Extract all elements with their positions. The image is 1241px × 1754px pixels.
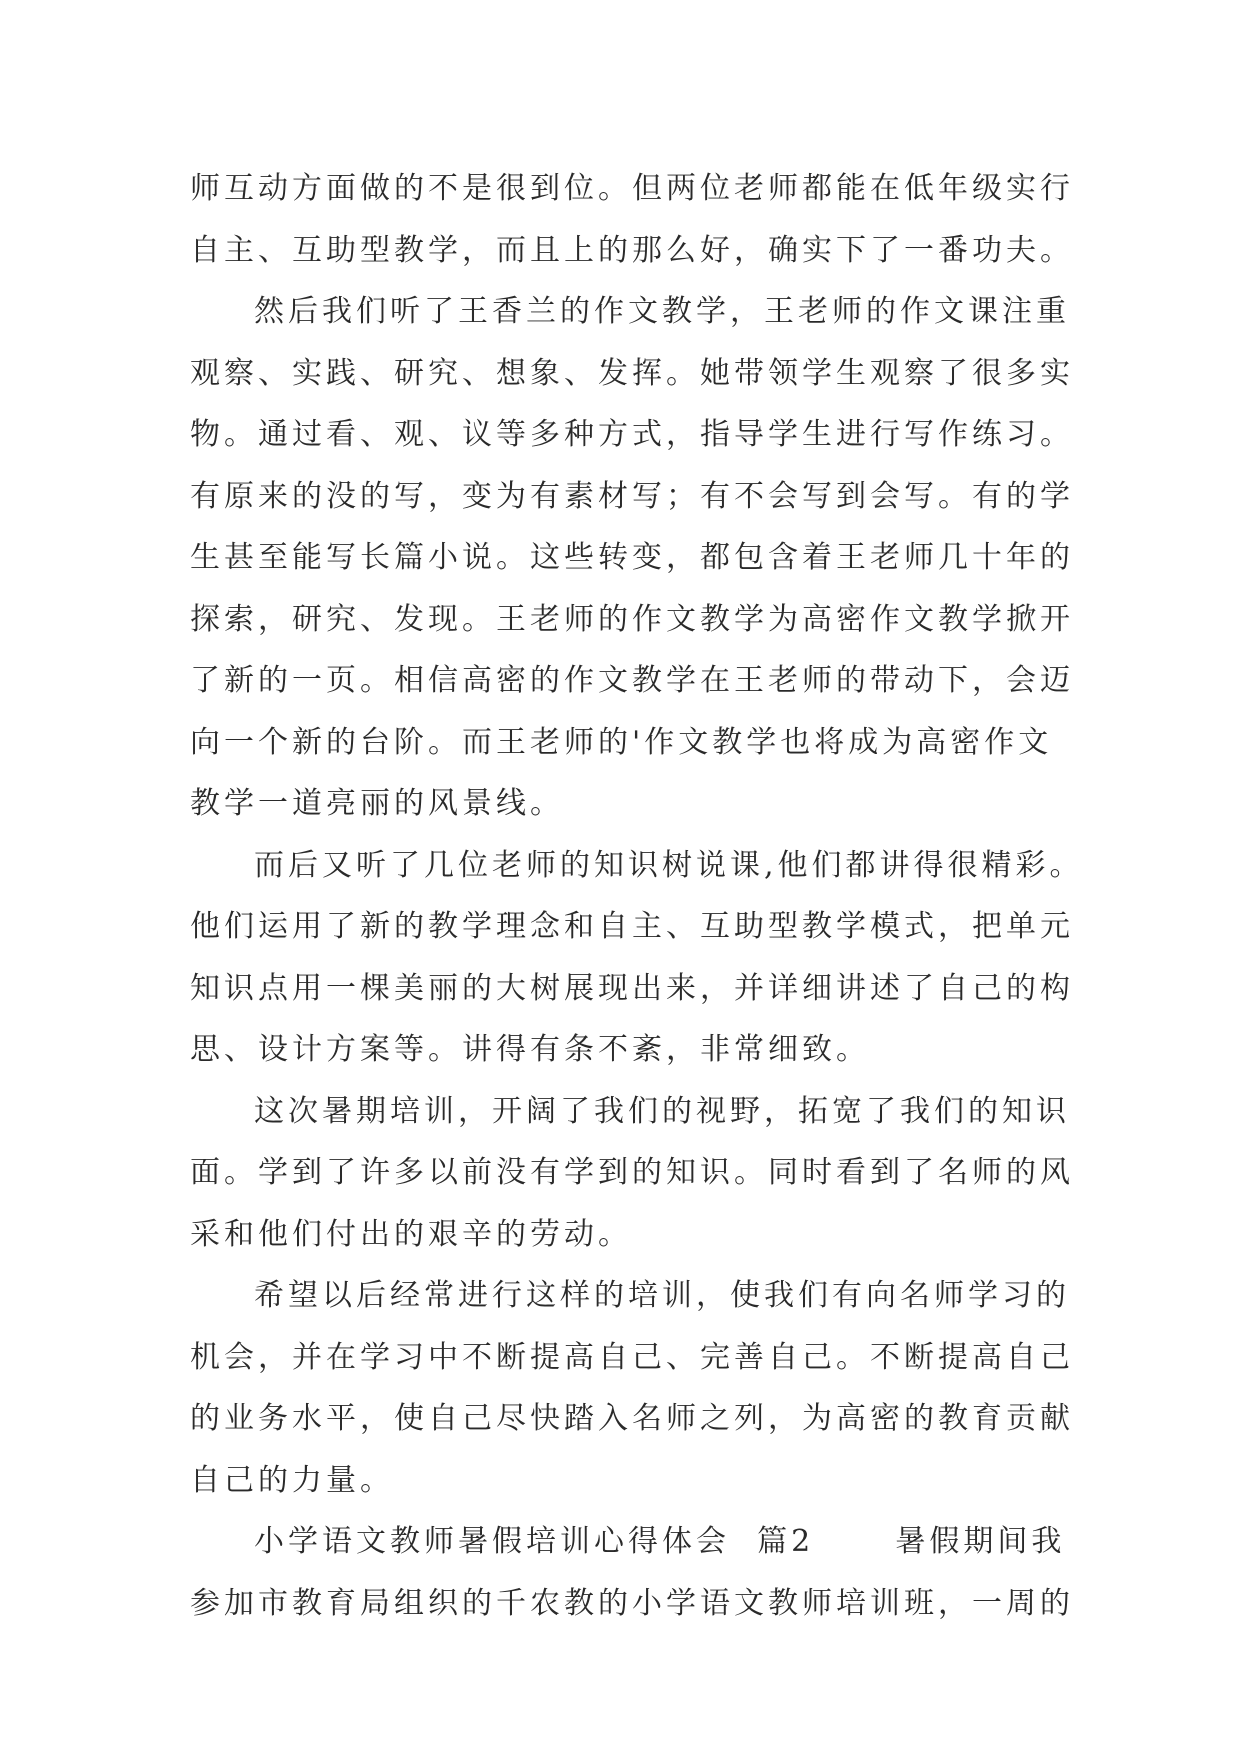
text-line: 有原来的没的写，变为有素材写；有不会写到会写。有的学 (190, 478, 1074, 514)
text-line: 了新的一页。相信高密的作文教学在王老师的带动下，会迈 (190, 663, 1074, 698)
text-line: 师互动方面做的不是很到位。但两位老师都能在低年级实行 (190, 171, 1074, 206)
text-line: 的业务水平，使自己尽快踏入名师之列，为高密的教育贡献 (190, 1401, 1074, 1436)
paragraph-start-line: 然后我们听了王香兰的作文教学，王老师的作文课注重 (254, 294, 1070, 329)
body-text (190, 158, 1084, 1634)
text-line: 思、设计方案等。讲得有条不紊，非常细致。 (190, 1032, 870, 1067)
text-line: 他们运用了新的教学理念和自主、互助型教学模式，把单元 (190, 909, 1074, 944)
text-line: 知识点用一棵美丽的大树展现出来，并详细讲述了自己的构 (190, 970, 1074, 1006)
text-line: 采和他们付出的艰辛的劳动。 (190, 1216, 632, 1252)
text-line: 面。学到了许多以前没有学到的知识。同时看到了名师的风 (190, 1155, 1074, 1190)
text-line: 自主、互助型教学，而且上的那么好，确实下了一番功夫。 (190, 232, 1074, 268)
text-line: 观察、实践、研究、想象、发挥。她带领学生观察了很多实 (190, 355, 1074, 391)
paragraph-start-line: 而后又听了几位老师的知识树说课,他们都讲得很精彩。 (254, 847, 1084, 883)
text-line: 教学一道亮丽的风景线。 (190, 786, 564, 821)
text-line: 探索，研究、发现。王老师的作文教学为高密作文教学掀开 (190, 601, 1074, 637)
text-line: 自己的力量。 (190, 1462, 394, 1498)
text-line: 参加市教育局组织的千农教的小学语文教师培训班，一周的 (190, 1585, 1074, 1621)
section-heading-line: 小学语文教师暑假培训心得体会 篇2 暑假期间我 (254, 1524, 1066, 1559)
paragraph-start-line: 希望以后经常进行这样的培训，使我们有向名师学习的 (254, 1278, 1070, 1313)
text-line: 物。通过看、观、议等多种方式，指导学生进行写作练习。 (190, 417, 1074, 452)
text-line: 生甚至能写长篇小说。这些转变，都包含着王老师几十年的 (190, 540, 1074, 575)
text-line: 向一个新的台阶。而王老师的'作文教学也将成为高密作文 (190, 724, 1053, 760)
paragraph-start-line: 这次暑期培训，开阔了我们的视野，拓宽了我们的知识 (254, 1093, 1070, 1129)
text-line: 机会，并在学习中不断提高自己、完善自己。不断提高自己 (190, 1339, 1074, 1375)
